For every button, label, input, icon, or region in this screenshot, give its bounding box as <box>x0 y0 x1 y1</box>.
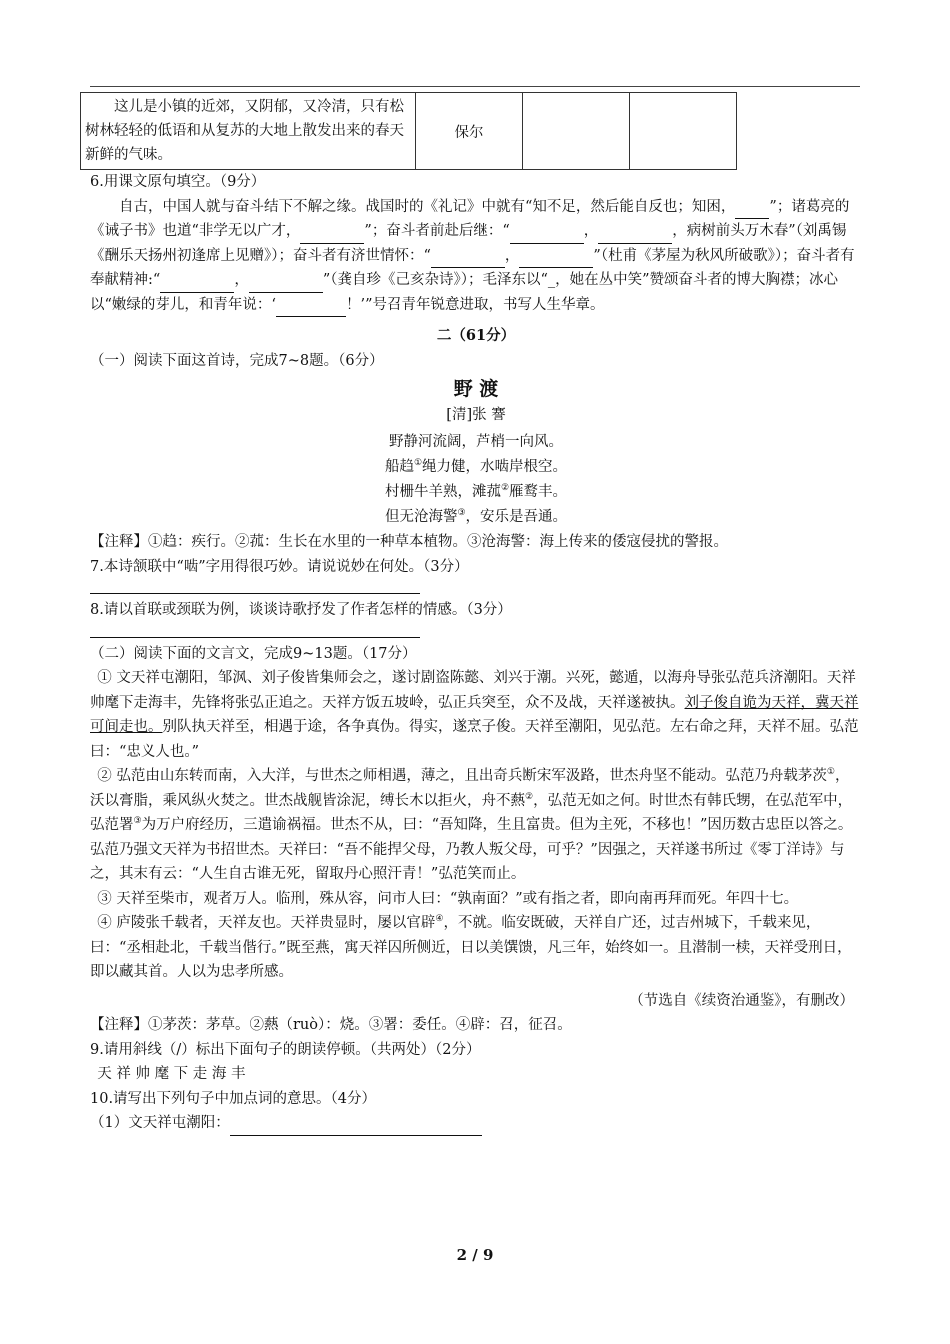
part-1-intro: （一）阅读下面这首诗，完成7~8题。（6分） <box>90 352 384 369</box>
fill-blank[interactable] <box>735 202 769 219</box>
answer-line[interactable] <box>90 579 420 594</box>
poem-note: 【注释】①趋：疾行。②菰：生长在水里的一种草本植物。③沧海警：海上传来的倭寇侵扰的警报。 <box>90 534 728 550</box>
question-9-sentence: 天 祥 帅 麾 下 走 海 丰 <box>97 1066 246 1082</box>
fill-blank[interactable] <box>598 227 672 244</box>
fill-blank[interactable] <box>519 251 593 268</box>
poem-title: 野 渡 <box>453 378 499 400</box>
page-number: 2 / 9 <box>456 1246 494 1264</box>
fill-blank[interactable] <box>249 276 323 293</box>
section-2-heading: 二（61分） <box>436 327 516 344</box>
fill-blank[interactable] <box>510 227 584 244</box>
page-content <box>90 170 862 1136</box>
question-7: 7.本诗颔联中“啮”字用得很巧妙。请说说妙在何处。（3分） <box>90 558 469 575</box>
table-row <box>81 93 737 170</box>
poem-line: 但无沧海警③，安乐是吾通。 <box>384 508 568 525</box>
classical-paragraph-1: ① 文天祥屯潮阳，邹沨、刘子俊皆集师会之，遂讨剧盗陈懿、刘兴于潮。兴死，懿遁，以海舟导张弘范兵济潮阳。天祥帅麾下走海丰，先锋将张弘正追之。天祥方饭五坡岭，弘正兵突至，众不及战，天祥遂被执。刘子俊自诡为天祥，冀天祥可间走也。别队执天祥至，相遇于途，各争真伪。得实，遂烹子俊。天祥至潮阳，见弘范。左右命之拜，天祥不屈。弘范曰：“忠义人也。” <box>90 670 859 760</box>
header-rule <box>90 86 860 87</box>
fill-blank[interactable] <box>431 251 505 268</box>
source-citation: （节选自《续资治通鉴》，有删改） <box>629 992 854 1009</box>
underlined-sentence: 刘子俊自诡为天祥，冀天祥可间走也。 <box>90 694 859 735</box>
question-10: 10.请写出下列句子中加点词的意思。（4分） <box>90 1090 377 1107</box>
table-cell-blank[interactable] <box>523 93 630 170</box>
question-6-text: 自古，中国人就与奋斗结下不解之缘。战国时的《礼记》中就有“知不足，然后能自反也；知困， ”；诸葛亮的《诫子书》也道“非学无以广才， ”；奋斗者前赴后继：“ ， ，病树前头万木春”（刘禹锡《酬乐天扬州初逢席上见赠》）；奋斗者有济世情怀：“ ， ”（杜甫《茅屋为秋风所破歌》）；奋斗者有奉献精神:“ ， ”（龚自珍《己亥杂诗》）；毛泽东以“_，她在丛中笑”赞颂奋斗者的博大胸襟；冰心以“嫩绿的芽儿，和青年说：‘ ！’”号召青年锐意进取，书写人生华章。 <box>90 195 862 318</box>
question-10-item-1: （1）文天祥屯潮阳： <box>90 1111 862 1136</box>
fill-blank[interactable] <box>276 300 346 317</box>
poem-author: [清]张 謇 <box>446 407 506 423</box>
classical-paragraph-2: ② 弘范由山东转而南，入大洋，与世杰之师相遇，薄之，且出奇兵断宋军汲路，世杰舟坚不能动。弘范乃舟载茅茨①，沃以膏脂，乘风纵火焚之。世杰战舰皆涂泥，缚长木以拒火，舟不爇②，弘范无如之何。时世杰有韩氏甥，在弘范军中，弘范署③为万户府经历，三遣谕祸福。世杰不从，曰：“吾知降，生且富贵。但为主死，不移也！”因历数古忠臣以答之。弘范乃强文天祥为书招世杰。天祥曰：“吾不能捍父母，乃教人叛父母，可乎？”因强之，天祥遂书所过《零丁洋诗》与之，其末有云：“人生自古谁无死，留取丹心照汗青！”弘范笑而止。 <box>90 767 853 882</box>
part-2-intro: （二）阅读下面的文言文，完成9~13题。（17分） <box>90 645 417 662</box>
poem-line: 村栅牛羊熟，滩菰②雁鹜丰。 <box>384 483 568 500</box>
character-table <box>80 92 737 170</box>
fill-blank[interactable] <box>160 276 234 293</box>
classical-paragraph-3: ③ 天祥至柴市，观者万人。临刑，殊从容，问市人曰：“孰南面？”或有指之者，即向南再拜而死。年四十七。 <box>97 890 799 907</box>
classical-paragraph-4: ④ 庐陵张千载者，天祥友也。天祥贵显时，屡以官辟④，不就。临安既破，天祥自广还，过吉州城下，千载来见，曰：“丞相赴北，千载当偕行。”既至燕，寓天祥囚所侧近，日以美馔馈，凡三年，始终如一。且潜制一椟，天祥受刑日，即以藏其首。人以为忠孝所感。 <box>90 914 852 980</box>
question-6-title: 6.用课文原句填空。（9分） <box>90 174 266 190</box>
table-cell-blank[interactable] <box>630 93 737 170</box>
question-8: 8.请以首联或颈联为例，谈谈诗歌抒发了作者怎样的情感。（3分） <box>90 602 512 618</box>
answer-line[interactable] <box>90 623 420 638</box>
question-9: 9.请用斜线（/）标出下面句子的朗读停顿。（共两处）（2分） <box>90 1041 481 1058</box>
fill-blank[interactable] <box>300 227 364 244</box>
poem-line: 船趋①绳力健，水啮岸根空。 <box>384 458 568 475</box>
classical-note: 【注释】①茅茨：茅草。②爇（ruò）：烧。③署：委任。④辟：召，征召。 <box>90 1017 572 1033</box>
poem-body <box>90 403 862 530</box>
table-cell-person: 保尔 <box>416 93 523 170</box>
poem-line: 野静河流阔，芦梢一向风。 <box>389 434 563 450</box>
answer-blank[interactable] <box>230 1119 482 1136</box>
table-cell-quote: 这儿是小镇的近郊，又阴郁，又冷清，只有松树林轻轻的低语和从复苏的大地上散发出来的春天新鲜的气味。 <box>81 93 416 170</box>
